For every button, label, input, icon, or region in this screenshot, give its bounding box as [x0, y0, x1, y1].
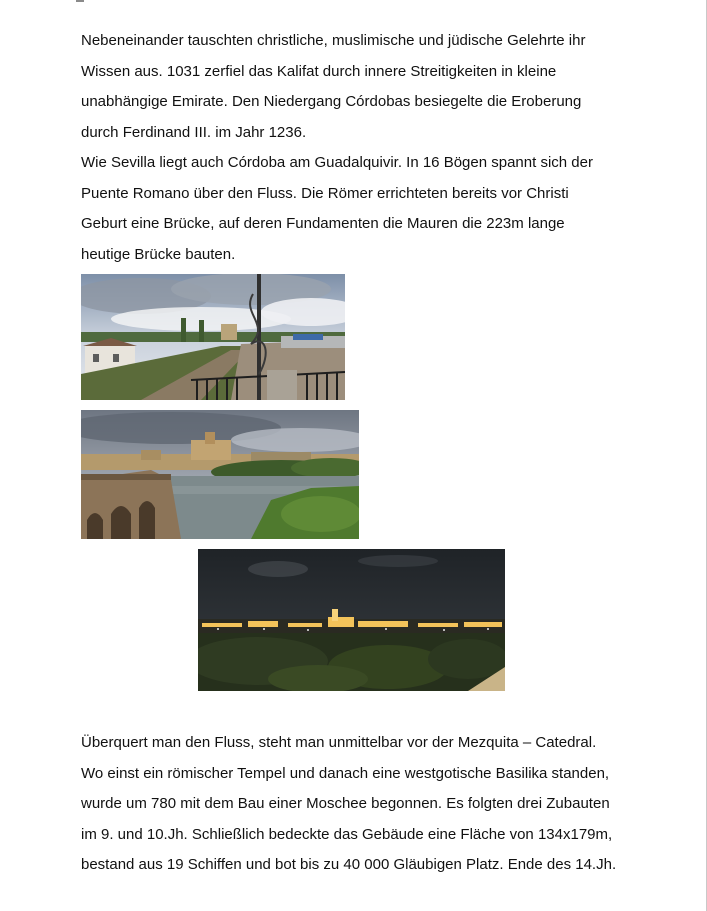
text-line: durch Ferdinand III. im Jahr 1236. [81, 123, 307, 141]
text-line: im 9. und 10.Jh. Schließlich bedeckte das Gebäude eine Fläche von 134x179m, [81, 825, 613, 843]
text-line: Überquert man den Fluss, steht man unmittelbar vor der Mezquita – Catedral. [81, 734, 597, 751]
text-line: bestand aus 19 Schiffen und bot bis zu 40 000 Gläubigen Platz. Ende des 14.Jh. [81, 856, 617, 873]
photo-mezquita-day [81, 410, 359, 539]
text-line: Wie Sevilla liegt auch Córdoba am Guadalquivir. In 16 Bögen spannt sich der [81, 154, 593, 171]
text-line: Wissen aus. 1031 zerfiel das Kalifat durch innere Streitigkeiten in kleine [81, 62, 557, 80]
text-line: Puente Romano über den Fluss. Die Römer errichteten bereits vor Christi [81, 184, 569, 202]
photo-night-skyline [198, 549, 505, 691]
text-line: Geburt eine Brücke, auf deren Fundamenten die Mauren die 223m lange [81, 215, 565, 232]
text-line: wurde um 780 mit dem Bau einer Moschee begonnen. Es folgten drei Zubauten [81, 795, 610, 812]
photo-bridge-walkway [81, 274, 345, 400]
text-line: Wo einst ein römischer Tempel und danach eine westgotische Basilika standen, [81, 764, 610, 782]
paragraph-history [81, 26, 641, 270]
paragraph-mezquita [81, 728, 641, 881]
text-line: heutige Brücke bauten. [81, 245, 236, 263]
text-line: unabhängige Emirate. Den Niedergang Córdobas besiegelte die Eroberung [81, 93, 582, 110]
page-corner-mark [76, 0, 84, 2]
text-line: Nebeneinander tauschten christliche, muslimische und jüdische Gelehrte ihr [81, 32, 586, 49]
